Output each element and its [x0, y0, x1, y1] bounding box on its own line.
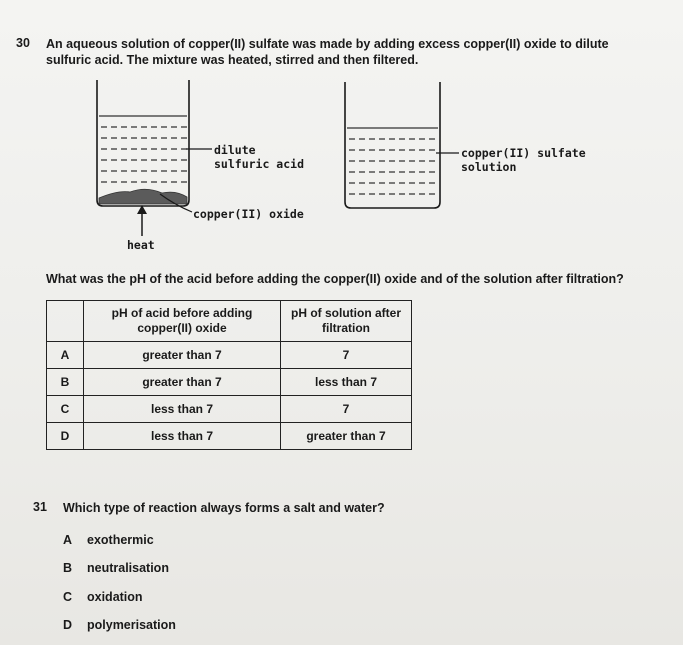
option-text: oxidation: [87, 590, 143, 604]
table-row: [47, 369, 412, 396]
row-ph-after: 7: [281, 396, 412, 423]
question-31-prompt: Which type of reaction always forms a salt and water?: [63, 501, 385, 515]
liquid-dilute-sulfuric-acid: [99, 116, 187, 182]
label-sulfuric-acid: sulfuric acid: [214, 157, 305, 171]
row-letter: D: [47, 423, 84, 450]
header-ph-after: pH of solution after filtration: [281, 301, 412, 342]
option-text: polymerisation: [87, 618, 176, 632]
beaker-right: [345, 82, 440, 208]
option-a: [63, 533, 154, 547]
header-ph-before: pH of acid before adding copper(II) oxide: [84, 301, 281, 342]
row-ph-before: less than 7: [84, 396, 281, 423]
option-letter: B: [63, 561, 73, 575]
label-dilute: dilute: [214, 143, 256, 157]
row-letter: A: [47, 342, 84, 369]
question-30-intro-line-1: An aqueous solution of copper(II) sulfate was made by adding excess copper(II) oxide to dilute: [46, 37, 609, 51]
option-c: [63, 590, 143, 604]
question-30-number: 30: [16, 36, 30, 50]
question-30-prompt: What was the pH of the acid before adding the copper(II) oxide and of the solution after filtration?: [46, 272, 624, 286]
question-31-number: 31: [33, 500, 47, 514]
table-row: [47, 342, 412, 369]
option-letter: D: [63, 618, 73, 632]
row-letter: C: [47, 396, 84, 423]
table-row: [47, 396, 412, 423]
row-ph-after: less than 7: [281, 369, 412, 396]
table-row: [47, 423, 412, 450]
label-heat: heat: [127, 238, 155, 252]
option-b: [63, 561, 169, 575]
option-text: exothermic: [87, 533, 154, 547]
row-ph-before: less than 7: [84, 423, 281, 450]
row-letter: B: [47, 369, 84, 396]
heat-arrow: [137, 205, 147, 236]
copper-oxide-solid: [99, 189, 187, 204]
row-ph-after: greater than 7: [281, 423, 412, 450]
header-blank: [47, 301, 84, 342]
row-ph-before: greater than 7: [84, 342, 281, 369]
option-letter: C: [63, 590, 73, 604]
answer-table: [46, 300, 412, 450]
row-ph-before: greater than 7: [84, 369, 281, 396]
question-30-intro-line-2: sulfuric acid. The mixture was heated, stirred and then filtered.: [46, 53, 419, 67]
row-ph-after: 7: [281, 342, 412, 369]
label-copper-oxide: copper(II) oxide: [193, 207, 304, 221]
table-header-row: [47, 301, 412, 342]
option-text: neutralisation: [87, 561, 169, 575]
label-solution: solution: [461, 160, 517, 174]
label-copper-sulfate: copper(II) sulfate: [461, 146, 586, 160]
option-d: [63, 618, 176, 632]
liquid-copper-sulfate-solution: [347, 128, 438, 194]
option-letter: A: [63, 533, 73, 547]
beaker-left: [97, 80, 189, 206]
